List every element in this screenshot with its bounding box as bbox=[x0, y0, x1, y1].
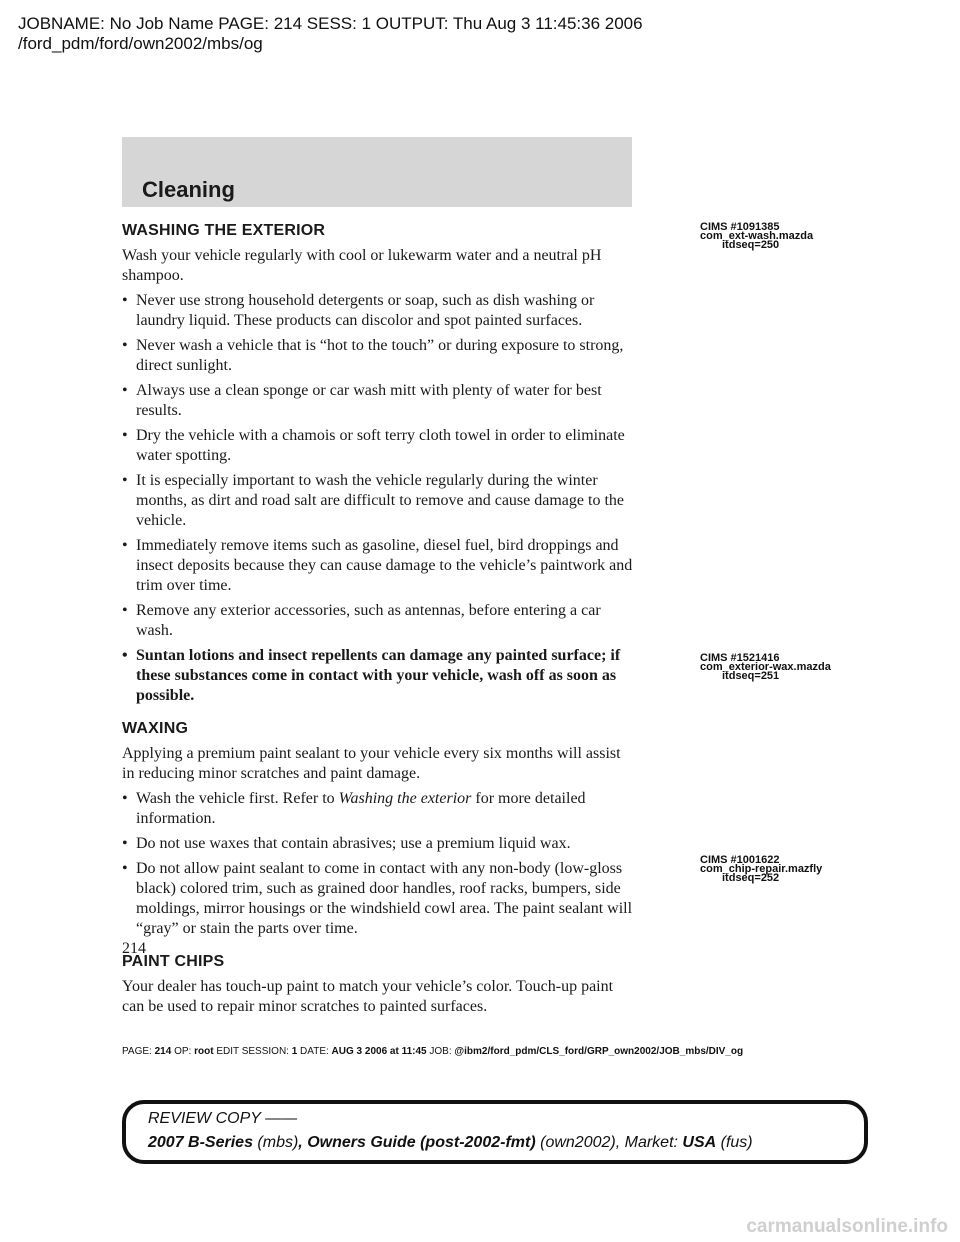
list-item: • Dry the vehicle with a chamois or soft terry cloth towel in order to eliminate water spotting. bbox=[122, 427, 625, 464]
cross-reference: Washing the exterior bbox=[338, 790, 472, 807]
cims-tag: CIMS #1521416 com_exterior-wax.mazda itdseq=251 bbox=[700, 652, 831, 682]
list-item: • Always use a clean sponge or car wash mitt with plenty of water for best results. bbox=[122, 382, 602, 419]
waxing-intro: Applying a premium paint sealant to your vehicle every six months will assist in reducing minor scratches and paint damage. bbox=[122, 745, 621, 782]
list-item: • Wash the vehicle first. Refer to Washing the exterior for more detailed information. bbox=[122, 790, 586, 827]
review-copy-box bbox=[122, 1100, 868, 1164]
job-header-line2: /ford_pdm/ford/own2002/mbs/og bbox=[18, 34, 263, 53]
warning-list-item: • Suntan lotions and insect repellents can damage any painted surface; if these substances come in contact with your vehicle, wash off as soon as possible. bbox=[122, 647, 621, 704]
site-watermark: carmanualsonline.info bbox=[746, 1216, 948, 1237]
list-item: • Immediately remove items such as gasoline, diesel fuel, bird droppings and insect deposits because they can cause damage to the vehicle’s paintwork and trim over time. bbox=[122, 537, 633, 594]
paint-chips-text: Your dealer has touch-up paint to match your vehicle’s color. Touch-up paint can be used to repair minor scratches to painted surfaces. bbox=[122, 978, 614, 1015]
page-number: 214 bbox=[122, 940, 146, 957]
section-banner bbox=[122, 137, 632, 207]
section-title: Cleaning bbox=[142, 177, 235, 202]
job-header-line1: JOBNAME: No Job Name PAGE: 214 SESS: 1 OUTPUT: Thu Aug 3 11:45:36 2006 bbox=[18, 14, 643, 33]
list-item: • Do not use waxes that contain abrasives; use a premium liquid wax. bbox=[122, 835, 571, 852]
cims-tag: CIMS #1091385 com_ext-wash.mazda itdseq=250 bbox=[700, 221, 814, 251]
job-header bbox=[18, 14, 643, 54]
list-item: • Remove any exterior accessories, such as antennas, before entering a car wash. bbox=[122, 602, 601, 639]
cims-tag: CIMS #1001622 com_chip-repair.mazfly itdseq=252 bbox=[700, 854, 823, 884]
waxing-heading: WAXING bbox=[122, 720, 189, 737]
review-copy-label: REVIEW COPY —— bbox=[148, 1110, 298, 1127]
paint-chips-heading: PAINT CHIPS bbox=[122, 953, 225, 970]
list-item: • Do not allow paint sealant to come in contact with any non-body (low-gloss black) colored trim, such as grained door handles, roof racks, bumpers, side moldings, mirror housings or the windshield cowl area. The paint sealant will “gray” or stain the parts over time. bbox=[122, 860, 633, 937]
list-item: • It is especially important to wash the vehicle regularly during the winter months, as dirt and road salt are difficult to remove and cause damage to the vehicle. bbox=[122, 472, 624, 529]
list-item: • Never use strong household detergents or soap, such as dish washing or laundry liquid. These products can discolor and spot painted surfaces. bbox=[122, 292, 595, 329]
washing-heading: WASHING THE EXTERIOR bbox=[122, 222, 326, 239]
print-footer: PAGE: 214 OP: root EDIT SESSION: 1 DATE: AUG 3 2006 at 11:45 JOB: @ibm2/ford_pdm/CLS_ford/GRP_own2002/JOB_mbs/DIV_og bbox=[122, 1046, 744, 1057]
washing-intro: Wash your vehicle regularly with cool or lukewarm water and a neutral pH shampoo. bbox=[122, 247, 602, 284]
review-copy-details: 2007 B-Series (mbs), Owners Guide (post-2002-fmt) (own2002), Market: USA (fus) bbox=[148, 1134, 753, 1151]
list-item: • Never wash a vehicle that is “hot to the touch” or during exposure to strong, direct sunlight. bbox=[122, 337, 624, 374]
body-column bbox=[122, 221, 637, 1022]
